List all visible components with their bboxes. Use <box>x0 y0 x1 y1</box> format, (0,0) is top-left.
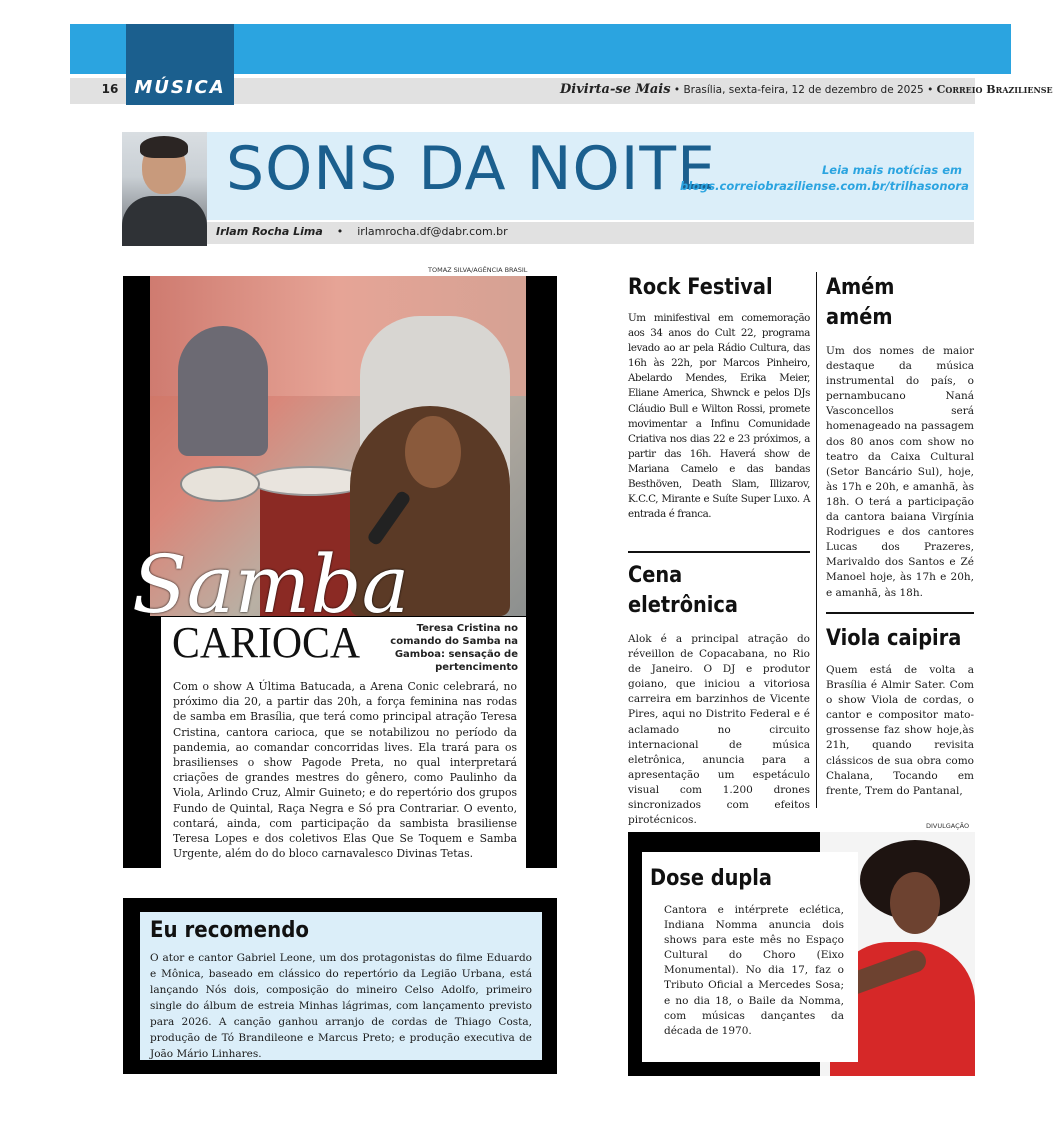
more-news-url[interactable]: blogs.correiobraziliense.com.br/trilhasonora <box>680 179 969 193</box>
recommend-body: O ator e cantor Gabriel Leone, um dos protagonistas do filme Eduardo e Mônica, baseado em clássico do repertório da Legião Urbana, está lançando Nós dois, composição do mineiro Celso Adolfo, primeiro single do álbum de estreia Minhas lágrimas, com lançamento previsto para 2026. A canção ganhou arranjo de cordas de Thiago Costa, produção de Tó Brandileone e Marcus Preto; e produção executiva de João Mário Linhares. <box>150 952 532 1060</box>
portrait-hair <box>140 136 188 158</box>
photo-caption: Teresa Cristina no comando do Samba na Gamboa: sensação de pertencimento <box>390 623 518 673</box>
byline <box>216 225 508 238</box>
more-news-label: Leia mais notícias em <box>821 163 962 177</box>
portrait-shirt <box>122 196 207 246</box>
column-rule <box>826 612 974 614</box>
photo-face <box>890 872 940 934</box>
author-name: Irlam Rocha Lima <box>216 225 323 238</box>
more-news-link[interactable] <box>680 162 969 194</box>
photo-credit: DIVULGAÇÃO <box>926 822 970 830</box>
eletronica-title-line1: Cena <box>628 563 683 588</box>
photo-credit: TOMAZ SILVA/AGÊNCIA BRASIL <box>428 266 528 274</box>
rock-title: Rock Festival <box>628 275 773 300</box>
photo-cymbal <box>180 466 260 502</box>
eletronica-body: Alok é a principal atração do réveillon de Copacabana, no Rio de Janeiro. O DJ e produtor goiano, que iniciou a vitoriosa carreira em barzinhos de Vicente Pires, aqui no Distrito Federal e é aclamado no circuito internacional de música eletrônica, anuncia para a apresentação um espetáculo visual com 1.200 drones sincronizados com efeitos pirotécnicos. <box>628 633 810 827</box>
story-title: CARIOCA <box>172 618 361 667</box>
viola-title: Viola caipira <box>826 626 962 651</box>
rock-body: Um minifestival em comemoração aos 34 anos do Cult 22, programa levado ao ar pela Rádio Cultura, das 16h às 22h, por Marcos Pinheiro, Abelardo Mendes, Erika Meier, Eliane America, Shwnck e pelos DJs Cláudio Bull e Wilton Rossi, promete movimentar a Infinu Comunidade Criativa nos dias 22 e 23 próximos, a partir das 16h. Haverá show de Mariana Camelo e das bandas Besthöven, Death Slam, Illizarov, K.C.C, Mirante e Suíte Super Luxo. A entrada é franca. <box>628 312 810 521</box>
author-email[interactable]: irlamrocha.df@dabr.com.br <box>357 225 508 238</box>
story-body: Com o show A Última Batucada, a Arena Conic celebrará, no próximo dia 20, a partir das 20h, a força feminina nas rodas de samba em Brasília, que terá como principal atração Teresa Cristina, cantora carioca, que se notabilizou no período da pandemia, ao comandar concorridas lives. Ela trará para os brasilienses o show Pagode Preta, no qual interpretará criações de grandes mestres do gênero, como Paulinho da Viola, Arlindo Cruz, Almir Guineto; e do repertório dos grupos Fundo de Quintal, Raça Negra e Só pra Contrariar. O evento, contará, ainda, com participação da sambista brasiliense Teresa Lopes e dos coletivos Elas Que Se Toquem e Samba Urgente, além do do bloco carnavalesco Divinas Tetas. <box>173 680 517 861</box>
recommend-title: Eu recomendo <box>150 918 309 943</box>
bullet: • <box>673 84 684 96</box>
dateline: Brasília, sexta-feira, 12 de dezembro de 2025 <box>683 84 924 96</box>
amem-title-line1: Amém <box>826 275 895 300</box>
columnist-portrait <box>122 132 207 244</box>
column-divider <box>816 272 817 808</box>
photo-singer-face <box>405 416 461 488</box>
bullet: • <box>326 225 354 238</box>
column-title: SONS DA NOITE <box>226 134 716 204</box>
supplement-name: Divirta-se Mais <box>560 82 671 97</box>
dose-title: Dose dupla <box>650 866 772 891</box>
section-label: MÚSICA <box>134 77 226 98</box>
column-rule <box>628 551 810 553</box>
folio-line <box>560 81 1053 101</box>
amem-body: Um dos nomes de maior destaque da música instrumental do país, o pernambucano Naná Vasconcellos será homenageado na passagem dos 80 anos com show no teatro da Caixa Cultural (Setor Bancário Sul), hoje, às 17h e 20h, e amanhã, às 18h. O terá a participação da cantora baiana Virgínia Rodrigues e dos cantores Lucas dos Prazeres, Marivaldo dos Santos e Zé Manoel hoje, às 17h e 20h, e amanhã, às 18h. <box>826 345 974 599</box>
page-number: 16 <box>101 82 119 96</box>
dose-body: Cantora e intérprete eclética, Indiana Nomma anuncia dois shows para este mês no Espaço Cultural do Choro (Eixo Monumental). No dia 17, faz o Tributo Oficial a Mercedes Sosa; e no dia 18, o Baile da Nomma, com músicas dançantes da década de 1970. <box>664 904 844 1037</box>
photo-drummer <box>178 326 268 456</box>
story-title-script: Samba <box>132 538 410 631</box>
amem-title-line2: amém <box>826 305 893 330</box>
bullet: • <box>927 84 937 96</box>
viola-body: Quem está de volta a Brasília é Almir Sater. Com o show Viola de cordas, o cantor e compositor mato-grossense faz show hoje,às 21h, quando revisita clássicos de sua obra como Chalana, Tocando em frente, Trem do Pantanal, <box>826 664 974 797</box>
eletronica-title-line2: eletrônica <box>628 593 738 618</box>
newspaper-name: Correio Braziliense <box>936 83 1053 96</box>
